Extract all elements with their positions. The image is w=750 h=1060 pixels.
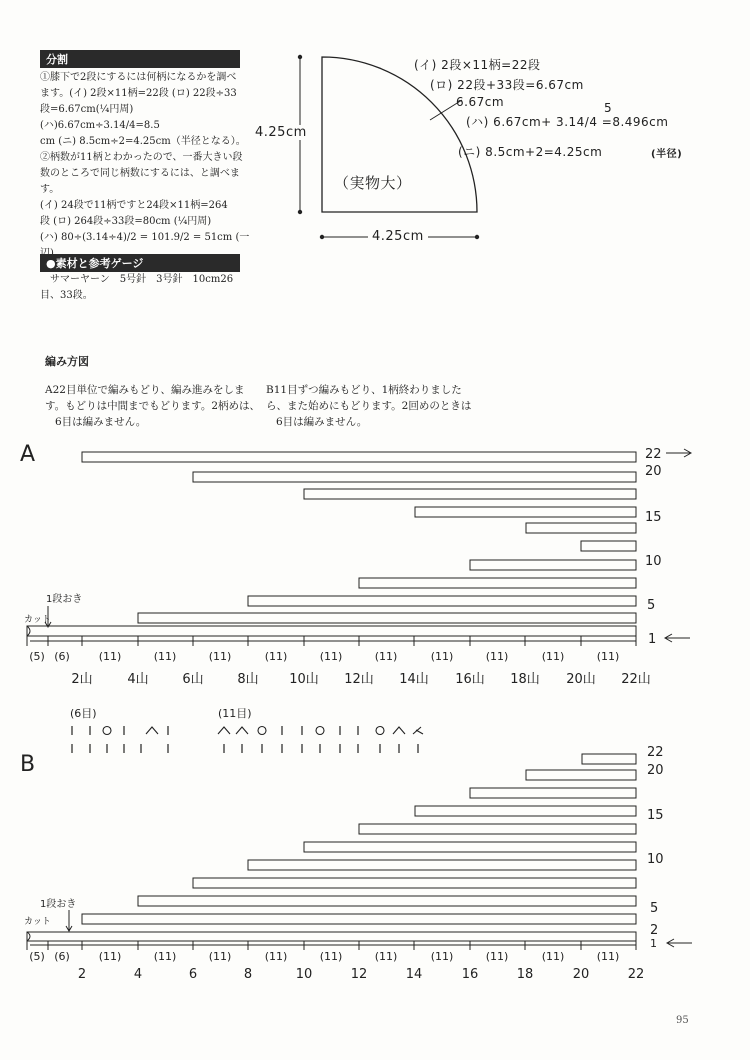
six-stitch-label: (6目) <box>70 707 97 720</box>
caption-line: す。もどりは中間までもどります。2柄めは、 <box>45 400 260 412</box>
material-line: サマーヤーン 5号針 3号針 10cm26 <box>50 274 234 285</box>
column-count-label: (11) <box>596 650 620 663</box>
chart-a-label: A <box>20 442 36 467</box>
extra-5: 5 <box>604 101 613 115</box>
column-count-label: (11) <box>596 950 620 963</box>
column-mark-label: 20山 <box>566 672 596 687</box>
row-label: 22 <box>645 447 662 462</box>
hankei-label: (半径) <box>651 149 683 160</box>
chart-b-row-bar <box>415 806 636 816</box>
chart-b-label: B <box>20 752 36 777</box>
page-number: 95 <box>676 1015 689 1026</box>
chart-b-base-bar <box>27 932 636 941</box>
calc-line: cm (ニ) 8.5cm÷2=4.25cm（半径となる）。 <box>40 136 246 147</box>
caption-line: ら、また始めにもどります。2回めのときは <box>266 400 472 412</box>
chart-a-skip-label: 1段おき <box>46 594 83 605</box>
width-label: 4.25cm <box>368 229 428 244</box>
calc-line: ます。(イ) 2段×11柄=22段 (ロ) 22段÷33 <box>40 88 237 99</box>
column-mark-label: 4 <box>133 967 143 982</box>
column-count-label: (5) <box>29 950 45 963</box>
calc-line: 段=6.67cm(¼円周) (ハ)6.67cm÷3.14/4=8.5 <box>40 104 160 131</box>
chart-b-row-bar <box>193 878 636 888</box>
center-label: （実物大） <box>334 174 412 192</box>
row-label: 22 <box>647 745 664 760</box>
chart-b-row-bar <box>582 754 636 764</box>
calc-line: (イ) 24段で11柄ですと24段×11柄=264 <box>40 200 228 211</box>
material-line: 目、33段。 <box>40 290 93 301</box>
chart-a-cut-label: カット <box>24 615 51 625</box>
formula-i: (イ) 2段×11柄=22段 <box>414 58 541 72</box>
column-count-label: (11) <box>153 650 177 663</box>
caption-line: B11目ずつ編みもどり、1柄終わりました <box>266 384 462 396</box>
calc-line: 数のところで同じ柄数にするには、と調べます。 <box>40 168 240 195</box>
column-count-label: (11) <box>208 650 232 663</box>
column-mark-label: 8山 <box>237 672 259 687</box>
column-mark-label: 22 <box>627 967 645 982</box>
column-mark-label: 14山 <box>399 672 429 687</box>
column-mark-label: 12山 <box>344 672 374 687</box>
chart-b-row-bar <box>248 860 636 870</box>
chart-b-row-bar <box>138 896 636 906</box>
column-count-label: (11) <box>485 650 509 663</box>
row-label: 1 <box>648 632 657 647</box>
column-mark-label: 6山 <box>182 672 204 687</box>
formula-ni: (ニ) 8.5cm+2=4.25cm <box>458 145 603 159</box>
column-mark-label: 12 <box>350 967 368 982</box>
column-mark-label: 16山 <box>455 672 485 687</box>
row-label: 10 <box>645 554 662 569</box>
column-mark-label: 14 <box>405 967 423 982</box>
caption-line: A22目単位で編みもどり、編み進みをしま <box>45 384 245 396</box>
column-count-label: (11) <box>208 950 232 963</box>
row-label: 15 <box>647 808 664 823</box>
column-count-label: (6) <box>54 950 70 963</box>
chart-b-row-bar <box>359 824 636 834</box>
column-count-label: (6) <box>54 650 70 663</box>
chart-b-row-bar <box>526 770 636 780</box>
chart-b-skip-label: 1段おき <box>40 899 77 910</box>
row-label: 2 <box>650 923 659 938</box>
caption-line: 6目は編みません。 <box>276 416 368 428</box>
row-label: 1 <box>650 937 657 950</box>
column-mark-label: 2山 <box>71 672 93 687</box>
column-count-label: (11) <box>319 650 343 663</box>
material-section-title: ●素材と参考ゲージ <box>40 254 240 272</box>
calc-line: ②柄数が11柄とわかったので、一番大きい段 <box>40 152 243 163</box>
chart-b-row-bar <box>82 914 636 924</box>
row-label: 5 <box>650 901 659 916</box>
column-mark-label: 18山 <box>510 672 540 687</box>
column-count-label: (11) <box>374 650 398 663</box>
formula-ro: (ロ) 22段+33段=6.67cm <box>430 78 584 92</box>
arc-label: 6.67cm <box>456 95 505 109</box>
column-count-label: (5) <box>29 650 45 663</box>
column-mark-label: 18 <box>516 967 534 982</box>
row-label: 20 <box>647 763 664 778</box>
chart-b-row-bar <box>470 788 636 798</box>
column-mark-label: 20 <box>572 967 590 982</box>
column-count-label: (11) <box>374 950 398 963</box>
calc-section-title: 分割 <box>40 50 240 68</box>
calc-line: 段 (ロ) 264段÷33段=80cm (¼円周) <box>40 216 212 227</box>
column-count-label: (11) <box>541 650 565 663</box>
column-count-label: (11) <box>98 650 122 663</box>
column-count-label: (11) <box>264 650 288 663</box>
knitting-section-title: 編み方図 <box>45 355 89 368</box>
column-mark-label: 22山 <box>621 672 651 687</box>
column-mark-label: 16 <box>461 967 479 982</box>
column-mark-label: 10山 <box>289 672 319 687</box>
row-label: 20 <box>645 464 662 479</box>
column-mark-label: 2 <box>77 967 87 982</box>
calc-line: ①膝下で2段にするには何柄になるかを調べ <box>40 72 237 83</box>
column-count-label: (11) <box>319 950 343 963</box>
row-label: 10 <box>647 852 664 867</box>
column-mark-label: 8 <box>243 967 253 982</box>
column-count-label: (11) <box>430 650 454 663</box>
height-label: 4.25cm <box>255 125 307 140</box>
column-count-label: (11) <box>485 950 509 963</box>
calc-line: (ハ) 80÷(3.14÷4)/2 = 101.9/2 = 51cm (一 <box>40 232 250 243</box>
column-mark-label: 4山 <box>127 672 149 687</box>
column-mark-label: 10 <box>295 967 313 982</box>
chart-b-cut-label: カット <box>24 917 51 927</box>
column-count-label: (11) <box>264 950 288 963</box>
eleven-stitch-label: (11目) <box>218 707 252 720</box>
row-label: 15 <box>645 510 662 525</box>
column-count-label: (11) <box>430 950 454 963</box>
caption-line: 6目は編みません。 <box>55 416 147 428</box>
chart-b-row-bar <box>304 842 636 852</box>
column-count-label: (11) <box>541 950 565 963</box>
row-label: 5 <box>647 598 656 613</box>
formula-ha: (ハ) 6.67cm+ 3.14/4 =8.496cm <box>466 115 669 129</box>
column-count-label: (11) <box>98 950 122 963</box>
column-mark-label: 6 <box>188 967 198 982</box>
column-count-label: (11) <box>153 950 177 963</box>
